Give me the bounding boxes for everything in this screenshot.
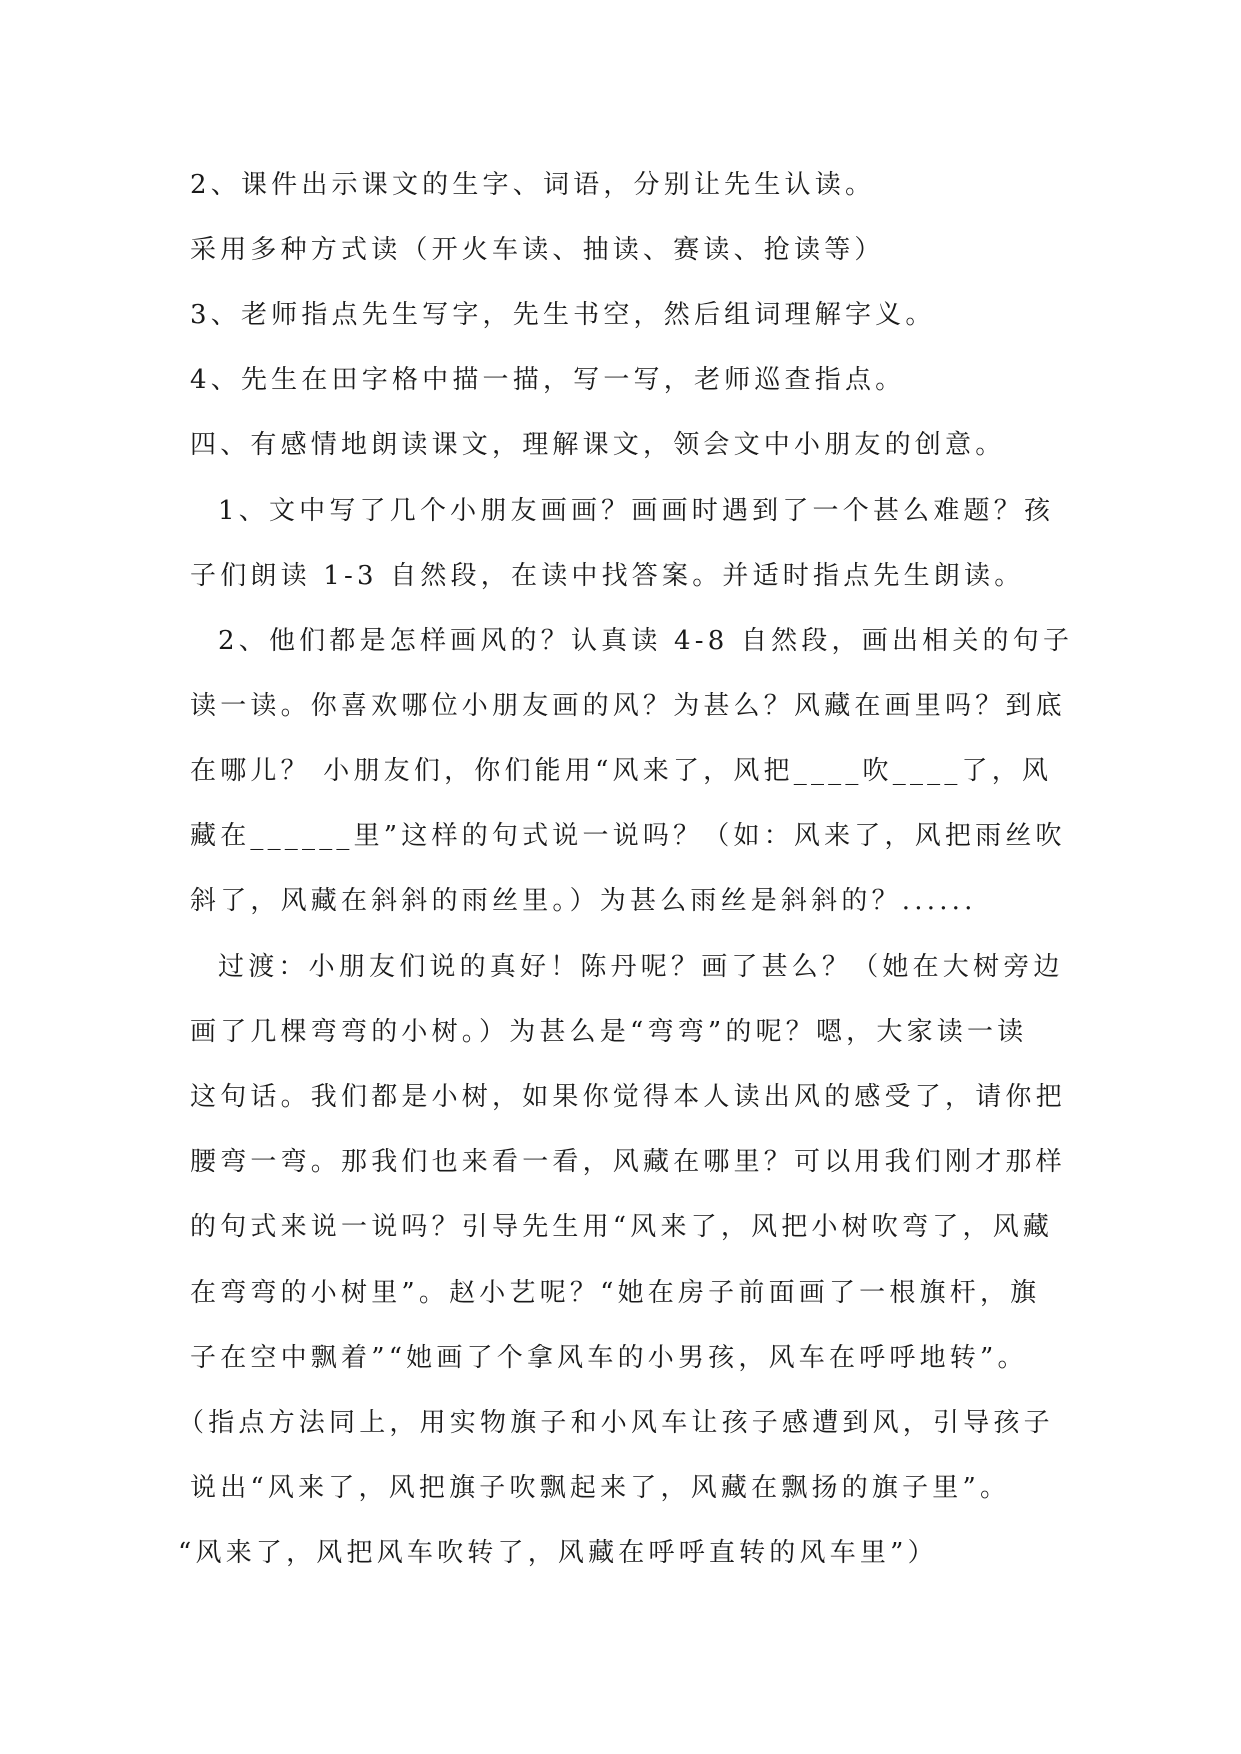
text-line: 画了几棵弯弯的小树。）为甚么是“弯弯”的呢？嗯，大家读一读 [190,1017,1028,1047]
text-line: 2、课件出示课文的生字、词语，分别让先生认读。 [190,170,876,200]
text-line: 腰弯一弯。那我们也来看一看，风藏在哪里？可以用我们刚才那样 [190,1147,1066,1177]
text-line: 4、先生在田字格中描一描，写一写，老师巡查指点。 [190,365,906,395]
text-line: 在弯弯的小树里”。赵小艺呢？“她在房子前面画了一根旗杆，旗 [190,1278,1041,1308]
text-line: 的句式来说一说吗？引导先生用“风来了，风把小树吹弯了，风藏 [190,1212,1054,1242]
text-line: 1、文中写了几个小朋友画画？画画时遇到了一个甚么难题？孩 [218,496,1055,526]
text-line: （指点方法同上，用实物旗子和小风车让孩子感遭到风，引导孩子 [178,1408,1054,1438]
text-line: 过渡：小朋友们说的真好！陈丹呢？画了甚么？（她在大树旁边 [218,952,1064,982]
text-line: 子们朗读 1-3 自然段，在读中找答案。并适时指点先生朗读。 [190,561,1025,591]
text-line: 3、老师指点先生写字，先生书空，然后组词理解字义。 [190,300,936,330]
text-line: 在哪儿？ 小朋友们，你们能用“风来了，风把____吹____了，风 [190,756,1053,786]
text-line: “风来了，风把风车吹转了，风藏在呼呼直转的风车里”） [178,1538,938,1568]
text-line: 读一读。你喜欢哪位小朋友画的风？为甚么？风藏在画里吗？到底 [190,691,1066,721]
text-line: 这句话。我们都是小树，如果你觉得本人读出风的感受了，请你把 [190,1082,1066,1112]
text-line: 斜了，风藏在斜斜的雨丝里。）为甚么雨丝是斜斜的？...... [190,886,977,916]
text-line: 2、他们都是怎样画风的？认真读 4-8 自然段，画出相关的句子 [218,626,1074,656]
text-line: 说出“风来了，风把旗子吹飘起来了，风藏在飘扬的旗子里”。 [190,1473,1011,1503]
text-line: 藏在______里”这样的句式说一说吗？（如：风来了，风把雨丝吹 [190,821,1066,851]
text-line: 子在空中飘着”“她画了个拿风车的小男孩，风车在呼呼地转”。 [190,1343,1028,1373]
text-line: 采用多种方式读（开火车读、抽读、赛读、抢读等） [190,235,885,265]
text-line: 四、有感情地朗读课文，理解课文，领会文中小朋友的创意。 [190,430,1006,460]
